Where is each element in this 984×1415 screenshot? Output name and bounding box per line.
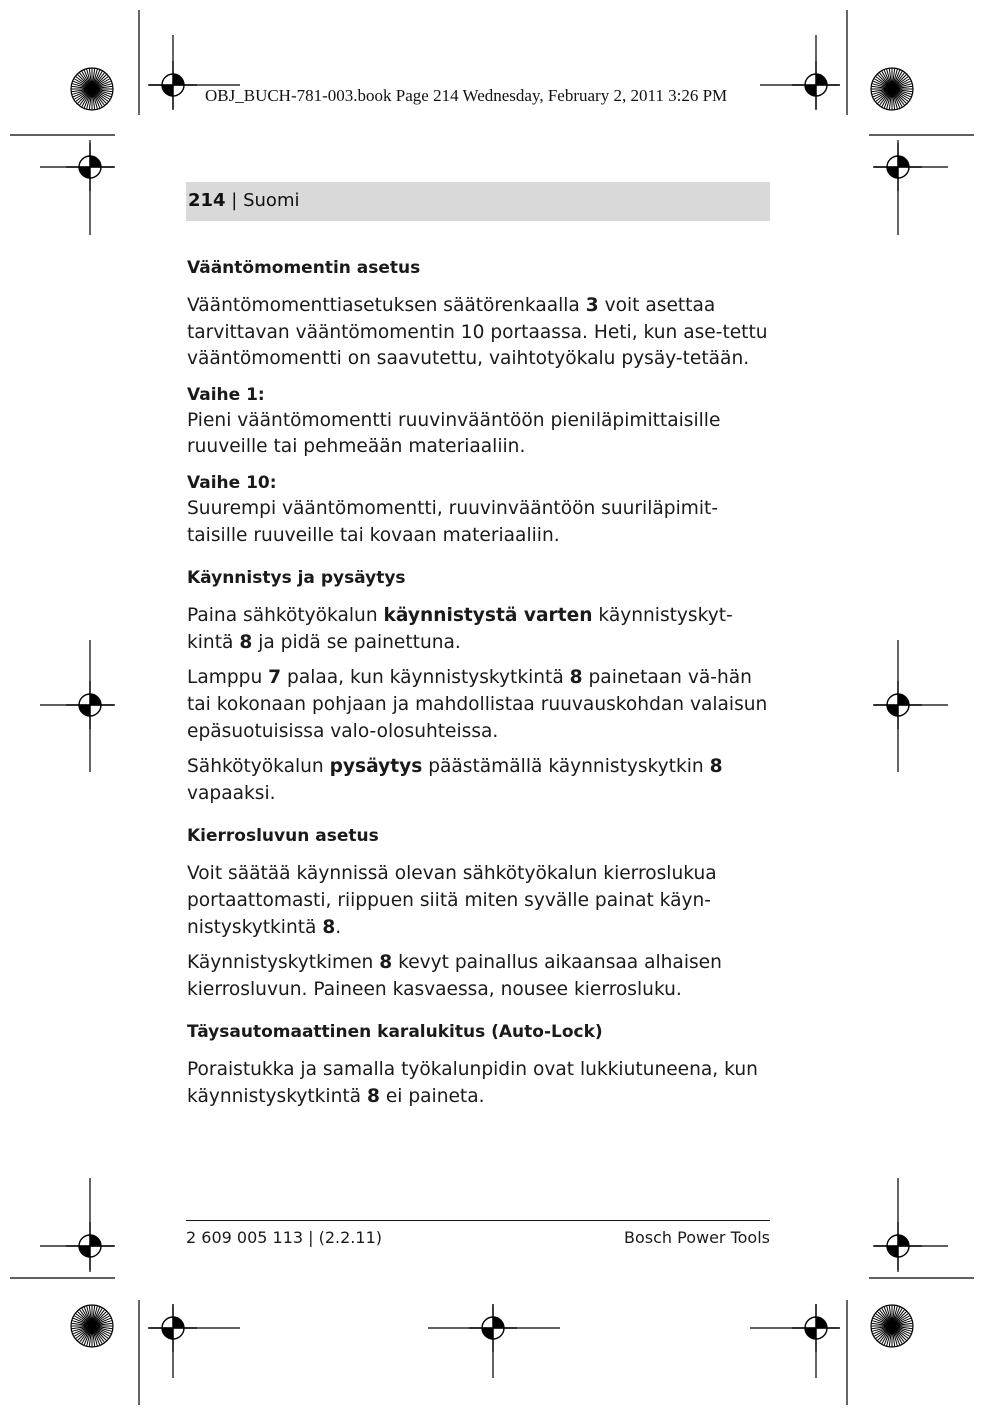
registration-mark-left-lower xyxy=(40,1178,115,1272)
paragraph: Sähkötyökalun pysäytys päästämällä käynnistyskytkin 8 vapaaksi. xyxy=(187,756,723,804)
step-text: Suurempi vääntömomentti, ruuvinvääntöön suuriläpimit-taisille ruuveille tai kovaan materiaaliin. xyxy=(187,497,719,546)
registration-mark-top-right xyxy=(760,35,840,110)
section-heading: Käynnistys ja pysäytys xyxy=(187,568,406,589)
section-torque xyxy=(187,256,773,549)
step-text: Pieni vääntömomentti ruuvinvääntöön pieniläpimittaisille ruuveille tai pehmeään materiaaliin. xyxy=(187,409,721,458)
section-heading: Täysautomaattinen karalukitus (Auto-Lock) xyxy=(187,1022,603,1043)
paragraph: Voit säätää käynnissä olevan sähkötyökalun kierroslukua portaattomasti, riippuen siitä miten syvälle painat käyn-nistyskytkintä 8. xyxy=(187,863,717,938)
registration-mark-left-middle xyxy=(40,640,115,772)
registration-mark-bottom-left xyxy=(148,1304,240,1378)
step-1 xyxy=(187,382,773,461)
registration-mark-bottom-center xyxy=(428,1304,560,1378)
page-header xyxy=(188,190,299,211)
section-heading: Vääntömomentin asetus xyxy=(187,258,421,278)
registration-mark-left-upper xyxy=(40,140,115,235)
section-speed xyxy=(187,824,773,1003)
section-heading: Kierrosluvun asetus xyxy=(187,826,379,847)
section-autolock xyxy=(187,1020,773,1110)
footer-brand: Bosch Power Tools xyxy=(624,1228,770,1247)
page-content xyxy=(187,256,773,1119)
footer-doc-number: 2 609 005 113 | (2.2.11) xyxy=(186,1228,382,1247)
paragraph: Paina sähkötyökalun käynnistystä varten käynnistyskyt-kintä 8 ja pidä se painettuna. xyxy=(187,605,733,653)
registration-mark-right-upper xyxy=(873,140,948,235)
paragraph: Käynnistyskytkimen 8 kevyt painallus aikaansaa alhaisen kierrosluvun. Paineen kasvaessa, nousee kierrosluku. xyxy=(187,952,722,1000)
header-separator: | xyxy=(225,190,244,211)
registration-mark-bottom-right xyxy=(750,1304,840,1378)
running-header: OBJ_BUCH-781-003.book Page 214 Wednesday, February 2, 2011 3:26 PM xyxy=(205,86,728,105)
registration-mark-right-lower xyxy=(873,1178,948,1272)
registration-mark-right-middle xyxy=(873,640,948,772)
paragraph: Lamppu 7 palaa, kun käynnistyskytkintä 8 painetaan vä-hän tai kokonaan pohjaan ja mahdollistaa ruuvauskohdan valaisun epäsuotuisissa valo-olosuhteissa. xyxy=(187,667,768,742)
star-target-top-left xyxy=(71,68,113,110)
section-start-stop xyxy=(187,566,773,807)
paragraph: Vääntömomenttiasetuksen säätörenkaalla 3 voit asettaa tarvittavan vääntömomentin 10 portaassa. Heti, kun ase-tettu vääntömomentti on saavutettu, vaihtotyökalu pysäy-tetään. xyxy=(187,295,768,370)
step-10 xyxy=(187,470,773,549)
star-target-bottom-left xyxy=(71,1305,113,1347)
step-label: Vaihe 10: xyxy=(187,472,277,493)
page-header-bar xyxy=(186,182,770,221)
page-number: 214 xyxy=(188,190,226,211)
star-target-bottom-right xyxy=(871,1305,913,1347)
step-label: Vaihe 1: xyxy=(187,384,265,405)
paragraph: Poraistukka ja samalla työkalunpidin ovat lukkiutuneena, kun käynnistyskytkintä 8 ei paineta. xyxy=(187,1059,758,1107)
star-target-top-right xyxy=(871,68,913,110)
header-language: Suomi xyxy=(243,190,300,211)
page-footer xyxy=(186,1220,770,1247)
